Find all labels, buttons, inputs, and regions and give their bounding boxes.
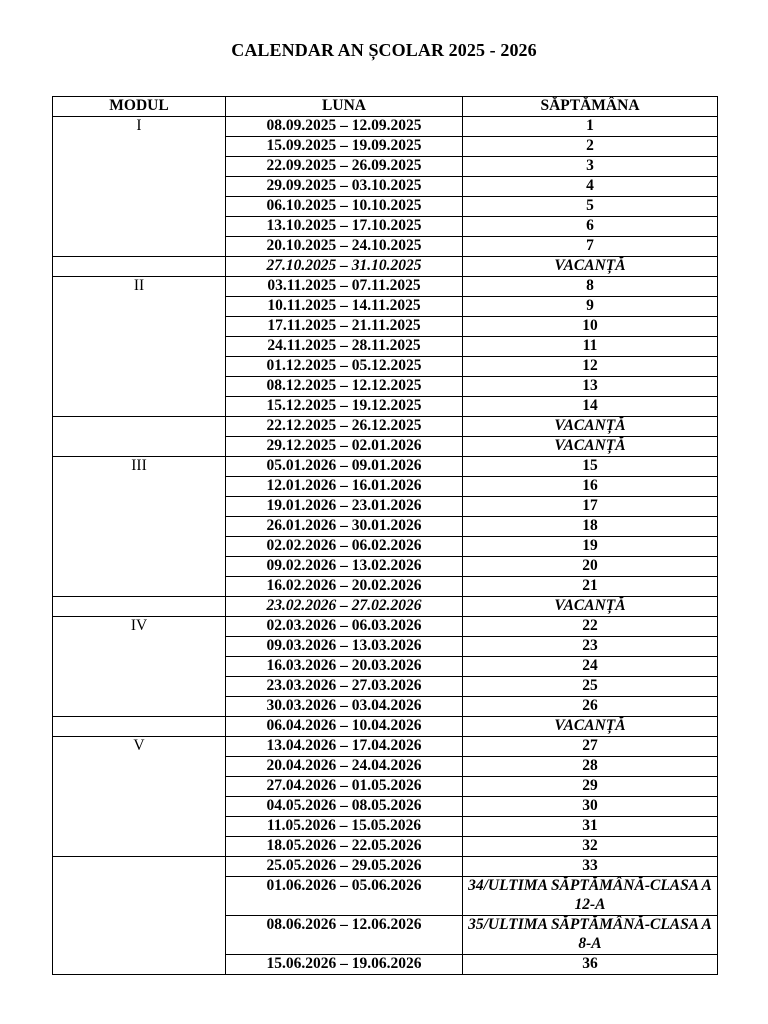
date-range-cell: 27.04.2026 – 01.05.2026	[226, 777, 463, 797]
date-range-cell: 15.06.2026 – 19.06.2026	[226, 955, 463, 975]
week-cell: 19	[463, 537, 718, 557]
week-cell: 2	[463, 137, 718, 157]
date-range-cell: 15.12.2025 – 19.12.2025	[226, 397, 463, 417]
date-range-cell: 06.04.2026 – 10.04.2026	[226, 717, 463, 737]
week-cell: 6	[463, 217, 718, 237]
week-cell: 1	[463, 117, 718, 137]
table-row	[53, 417, 718, 437]
date-range-cell: 27.10.2025 – 31.10.2025	[226, 257, 463, 277]
week-cell: 14	[463, 397, 718, 417]
date-range-cell: 02.02.2026 – 06.02.2026	[226, 537, 463, 557]
week-cell: 24	[463, 657, 718, 677]
date-range-cell: 02.03.2026 – 06.03.2026	[226, 617, 463, 637]
date-range-cell: 29.09.2025 – 03.10.2025	[226, 177, 463, 197]
week-cell: 12	[463, 357, 718, 377]
date-range-cell: 05.01.2026 – 09.01.2026	[226, 457, 463, 477]
header-modul: MODUL	[53, 97, 226, 117]
date-range-cell: 23.02.2026 – 27.02.2026	[226, 597, 463, 617]
week-cell: 32	[463, 837, 718, 857]
table-row	[53, 717, 718, 737]
date-range-cell: 16.02.2026 – 20.02.2026	[226, 577, 463, 597]
date-range-cell: 01.12.2025 – 05.12.2025	[226, 357, 463, 377]
header-saptamana: SĂPTĂMÂNA	[463, 97, 718, 117]
date-range-cell: 18.05.2026 – 22.05.2026	[226, 837, 463, 857]
date-range-cell: 26.01.2026 – 30.01.2026	[226, 517, 463, 537]
week-cell: VACANȚĂ	[463, 717, 718, 737]
date-range-cell: 06.10.2025 – 10.10.2025	[226, 197, 463, 217]
page-title: CALENDAR AN ȘCOLAR 2025 - 2026	[231, 40, 537, 60]
week-cell: 27	[463, 737, 718, 757]
date-range-cell: 10.11.2025 – 14.11.2025	[226, 297, 463, 317]
table-row	[53, 277, 718, 297]
week-cell: 25	[463, 677, 718, 697]
week-cell: 8	[463, 277, 718, 297]
modul-cell: I	[53, 117, 226, 257]
week-cell: 21	[463, 577, 718, 597]
date-range-cell: 22.09.2025 – 26.09.2025	[226, 157, 463, 177]
date-range-cell: 24.11.2025 – 28.11.2025	[226, 337, 463, 357]
date-range-cell: 09.03.2026 – 13.03.2026	[226, 637, 463, 657]
date-range-cell: 17.11.2025 – 21.11.2025	[226, 317, 463, 337]
date-range-cell: 12.01.2026 – 16.01.2026	[226, 477, 463, 497]
week-cell: 15	[463, 457, 718, 477]
week-cell: 35/ULTIMA SĂPTĂMÂNĂ-CLASA A 8-A	[463, 916, 718, 955]
date-range-cell: 22.12.2025 – 26.12.2025	[226, 417, 463, 437]
date-range-cell: 30.03.2026 – 03.04.2026	[226, 697, 463, 717]
week-cell: 13	[463, 377, 718, 397]
date-range-cell: 20.04.2026 – 24.04.2026	[226, 757, 463, 777]
week-cell: VACANȚĂ	[463, 597, 718, 617]
table-row	[53, 597, 718, 617]
week-cell: 36	[463, 955, 718, 975]
table-row	[53, 117, 718, 137]
date-range-cell: 09.02.2026 – 13.02.2026	[226, 557, 463, 577]
week-cell: 30	[463, 797, 718, 817]
date-range-cell: 23.03.2026 – 27.03.2026	[226, 677, 463, 697]
table-row	[53, 457, 718, 477]
table-row	[53, 737, 718, 757]
header-row	[53, 97, 718, 117]
table-row	[53, 617, 718, 637]
week-cell: 29	[463, 777, 718, 797]
date-range-cell: 13.10.2025 – 17.10.2025	[226, 217, 463, 237]
week-cell: 26	[463, 697, 718, 717]
calendar-table	[52, 96, 718, 975]
week-cell: 33	[463, 857, 718, 877]
modul-cell: IV	[53, 617, 226, 717]
modul-cell: II	[53, 277, 226, 417]
calendar-body	[53, 117, 718, 975]
week-cell: 31	[463, 817, 718, 837]
week-cell: 11	[463, 337, 718, 357]
date-range-cell: 25.05.2026 – 29.05.2026	[226, 857, 463, 877]
week-cell: 9	[463, 297, 718, 317]
week-cell: 16	[463, 477, 718, 497]
week-cell: VACANȚĂ	[463, 417, 718, 437]
week-cell: 22	[463, 617, 718, 637]
date-range-cell: 04.05.2026 – 08.05.2026	[226, 797, 463, 817]
date-range-cell: 19.01.2026 – 23.01.2026	[226, 497, 463, 517]
modul-cell: V	[53, 737, 226, 857]
modul-cell	[53, 717, 226, 737]
table-row	[53, 857, 718, 877]
date-range-cell: 08.09.2025 – 12.09.2025	[226, 117, 463, 137]
week-cell: VACANȚĂ	[463, 257, 718, 277]
modul-cell	[53, 417, 226, 457]
date-range-cell: 08.06.2026 – 12.06.2026	[226, 916, 463, 955]
week-cell: 4	[463, 177, 718, 197]
week-cell: 28	[463, 757, 718, 777]
week-cell: 23	[463, 637, 718, 657]
week-cell: 20	[463, 557, 718, 577]
week-cell: VACANȚĂ	[463, 437, 718, 457]
date-range-cell: 11.05.2026 – 15.05.2026	[226, 817, 463, 837]
modul-cell	[53, 597, 226, 617]
date-range-cell: 01.06.2026 – 05.06.2026	[226, 877, 463, 916]
date-range-cell: 08.12.2025 – 12.12.2025	[226, 377, 463, 397]
week-cell: 5	[463, 197, 718, 217]
week-cell: 10	[463, 317, 718, 337]
header-luna: LUNA	[226, 97, 463, 117]
modul-cell: III	[53, 457, 226, 597]
table-row	[53, 257, 718, 277]
date-range-cell: 03.11.2025 – 07.11.2025	[226, 277, 463, 297]
week-cell: 34/ULTIMA SĂPTĂMÂNĂ-CLASA A 12-A	[463, 877, 718, 916]
date-range-cell: 20.10.2025 – 24.10.2025	[226, 237, 463, 257]
modul-cell	[53, 857, 226, 975]
modul-cell	[53, 257, 226, 277]
date-range-cell: 13.04.2026 – 17.04.2026	[226, 737, 463, 757]
week-cell: 18	[463, 517, 718, 537]
date-range-cell: 15.09.2025 – 19.09.2025	[226, 137, 463, 157]
week-cell: 7	[463, 237, 718, 257]
week-cell: 17	[463, 497, 718, 517]
date-range-cell: 29.12.2025 – 02.01.2026	[226, 437, 463, 457]
week-cell: 3	[463, 157, 718, 177]
date-range-cell: 16.03.2026 – 20.03.2026	[226, 657, 463, 677]
